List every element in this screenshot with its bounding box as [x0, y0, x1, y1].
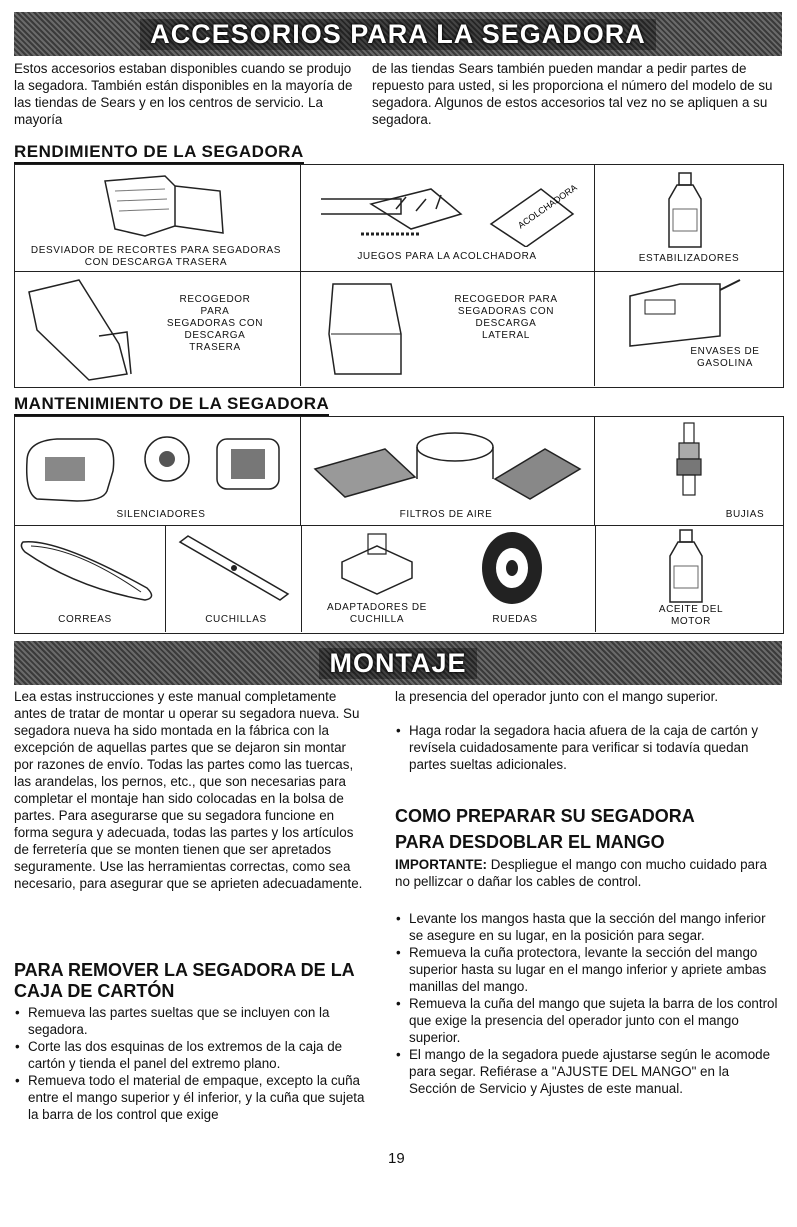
juegos-cell: [301, 165, 595, 271]
filtros-caption: FILTROS DE AIRE: [399, 509, 493, 520]
montaje-banner-title: MONTAJE: [319, 648, 476, 679]
accessories-banner-title: ACCESORIOS PARA LA SEGADORA: [140, 19, 656, 50]
deflector-icon: [95, 171, 235, 246]
envases-cell: [595, 272, 782, 386]
rendimiento-grid: [14, 164, 784, 388]
intro-right: de las tiendas Sears también pueden mandar a pedir partes de repuesto para usted, si les proporciona el número del modelo de su segadora. Algunos de estos accesorios tal vez no se apliquen a su segadora.: [372, 61, 773, 127]
desviador-cell: [15, 165, 301, 271]
silenciadores-cell: [15, 417, 301, 525]
montaje-banner: [14, 641, 782, 685]
aceite-caption: ACEITE DEL MOTOR: [658, 604, 724, 627]
engine-oil-bottle-icon: [658, 528, 718, 604]
recogedor-lateral-caption: RECOGEDOR PARA SEGADORAS CON DESCARGA LATERAL: [454, 294, 558, 341]
estabilizadores-caption: ESTABILIZADORES: [638, 253, 740, 264]
mantenimiento-grid: [14, 416, 784, 634]
remover-heading: PARA REMOVER LA SEGADORA DE LA CAJA DE CARTÓN: [14, 960, 355, 1001]
cuchillas-cell: [166, 526, 302, 632]
rear-bag-icon: [19, 274, 139, 384]
mulching-kit-icon: [311, 169, 581, 247]
estabilizadores-cell: [595, 165, 782, 271]
importante-note: [395, 856, 780, 890]
aceite-cell: [596, 526, 783, 632]
air-filters-icon: [305, 419, 590, 509]
remover-item: • Corte las dos esquinas de los extremos de la caja de cartón y tienda el panel del extremo plano.: [14, 1038, 369, 1072]
mufflers-icon: [17, 421, 297, 511]
belts-icon: [17, 528, 162, 608]
svg-text:ACOLCHADORA: ACOLCHADORA: [516, 182, 579, 231]
desdoblar-list: [395, 910, 780, 1097]
side-bag-icon: [321, 274, 421, 384]
bujias-cell: [595, 417, 782, 525]
envases-caption: ENVASES DE GASOLINA: [690, 346, 760, 369]
recogedor-trasera-cell: [15, 272, 301, 386]
importante-text: Despliegue el mango con mucho cuidado para no pellizcar o dañar los cables de control.: [395, 857, 767, 889]
desdoblar-item: • Levante los mangos hasta que la sección del mango inferior se asegure en su lugar, en la posición para segar.: [395, 910, 780, 944]
recogedor-lateral-cell: [301, 272, 595, 386]
fuel-stabilizer-bottle-icon: [657, 169, 717, 249]
filtros-cell: [301, 417, 595, 525]
remover-item: • Remueva las partes sueltas que se incluyen con la segadora.: [14, 1004, 369, 1038]
adaptadores-ruedas-cell: [302, 526, 596, 632]
correas-cell: [15, 526, 166, 632]
page-number: 19: [388, 1150, 405, 1167]
intro-left: Estos accesorios estaban disponibles cuando se produjo la segadora. También están disponibles en la mayoría de las tiendas de Sears y en los centros de servicio. La mayoría: [14, 61, 353, 127]
desdoblar-item: • Remueva la cuña protectora, levante la sección del mango superior hasta su lugar en el mango inferior y apriete ambas manillas del mango.: [395, 944, 780, 995]
accessories-banner: [14, 12, 782, 56]
blade-adapter-icon: [322, 532, 432, 602]
juegos-caption: JUEGOS PARA LA ACOLCHADORA: [357, 251, 537, 262]
right-list: [395, 722, 780, 773]
preparar-heading: COMO PREPARAR SU SEGADORA: [395, 806, 695, 826]
wheel-icon: [467, 528, 557, 608]
mantenimiento-heading: MANTENIMIENTO DE LA SEGADORA: [14, 394, 329, 416]
spark-plug-icon: [669, 419, 709, 505]
desdoblar-item: • Remueva la cuña del mango que sujeta la barra de los control que exige la presencia del operador junto con el mango superior.: [395, 995, 780, 1046]
desdoblar-heading: PARA DESDOBLAR EL MANGO: [395, 832, 665, 852]
recogedor-trasera-caption: RECOGEDOR PARA SEGADORAS CON DESCARGA TRASERA: [166, 294, 264, 353]
silenciadores-caption: SILENCIADORES: [116, 509, 206, 520]
remover-list: [14, 1004, 369, 1123]
adaptadores-caption: ADAPTADORES DE CUCHILLA: [327, 602, 427, 625]
desviador-caption: DESVIADOR DE RECORTES PARA SEGADORAS CON DESCARGA TRASERA: [30, 245, 282, 268]
blades-icon: [168, 528, 298, 608]
montaje-intro: Lea estas instrucciones y este manual completamente antes de tratar de montar u operar su segadora nueva. Su segadora nueva ha sido montada en la fábrica con la excepción de aquellas partes que se dejaron sin montar por razones de envío. Todas las partes como las tuercas, las arandelas, los pernos, etc., que son necesarias para completar el montaje han sido colocadas en la bolsa de partes. Para asegurarse que su segadora funcione en forma segura y adecuada, todas las partes y los artículos de ferretería que se monten tienen que ser apretados seguramente. Use las herramientas correctas, como sea necesario, para asegurar que se aprieten adecuadamente.: [14, 689, 363, 891]
correas-caption: CORREAS: [58, 614, 112, 625]
gas-can-icon: [610, 276, 760, 351]
desdoblar-item: • El mango de la segadora puede ajustarse según le acomode para segar. Refiérase a "AJUSTE DEL MANGO" en la Sección de Servicio y Ajustes de este manual.: [395, 1046, 780, 1097]
importante-label: IMPORTANTE:: [395, 857, 487, 872]
montaje-continued: la presencia del operador junto con el mango superior.: [395, 689, 719, 704]
right-item: • Haga rodar la segadora hacia afuera de la caja de cartón y revísela cuidadosamente para verificar si todavía quedan partes sueltas adicionales.: [395, 722, 780, 773]
ruedas-caption: RUEDAS: [492, 614, 538, 625]
rendimiento-heading: RENDIMIENTO DE LA SEGADORA: [14, 142, 304, 164]
cuchillas-caption: CUCHILLAS: [205, 614, 267, 625]
bujias-caption: BUJIAS: [725, 509, 765, 520]
remover-item: • Remueva todo el material de empaque, excepto la cuña entre el mango superior y él inferior, y la cuña que sujeta la barra de los control que exige: [14, 1072, 369, 1123]
